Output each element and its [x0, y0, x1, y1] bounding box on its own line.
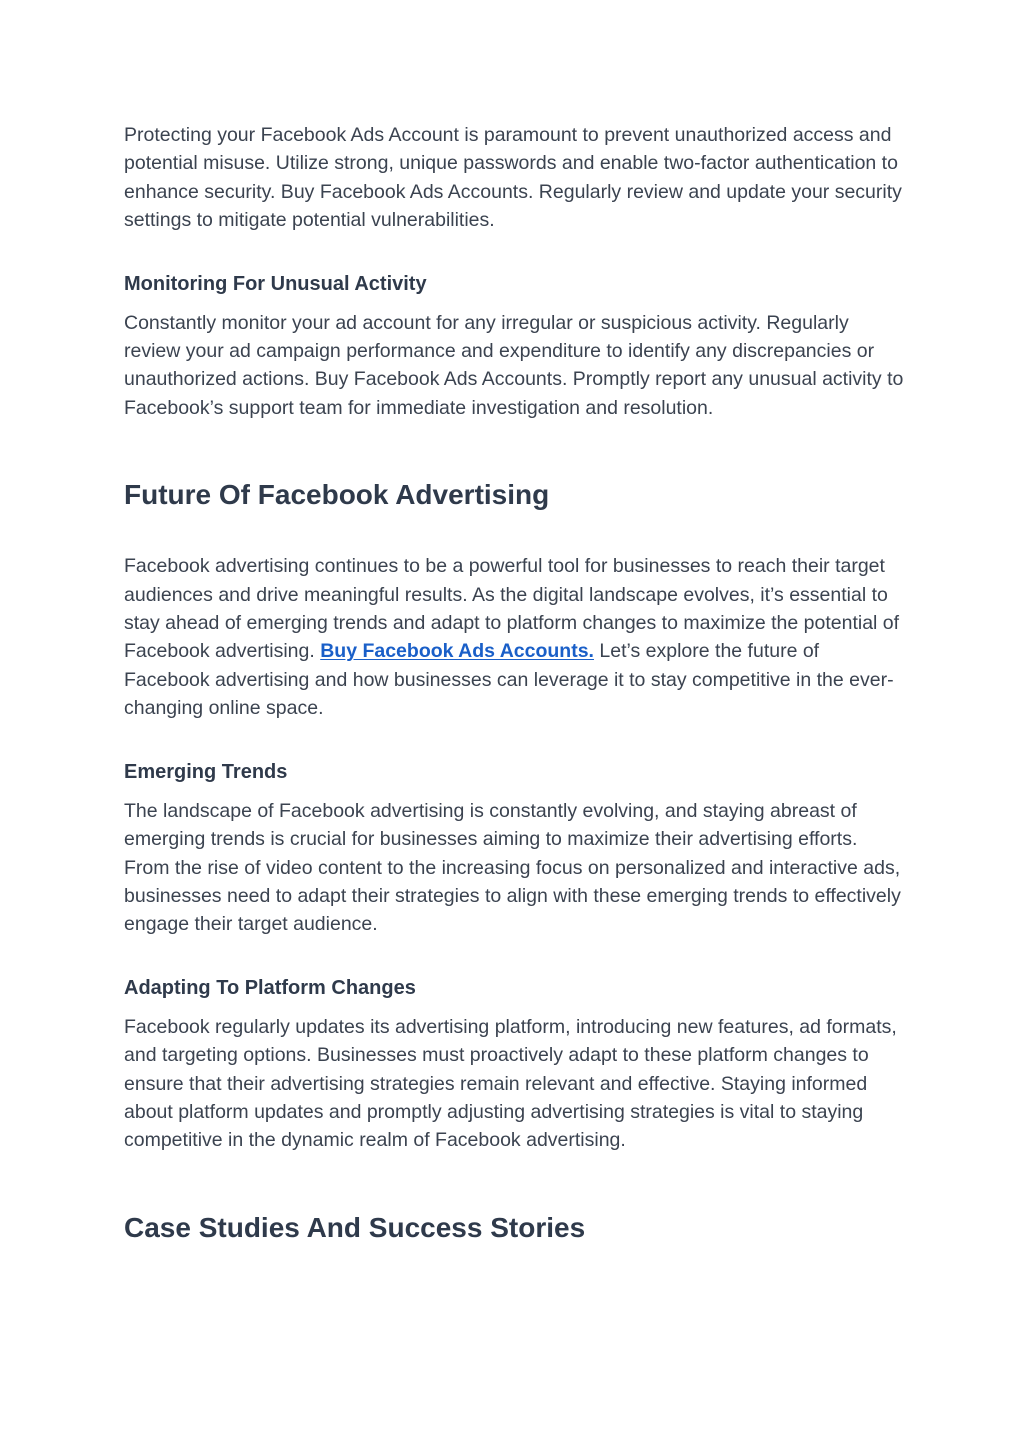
future-paragraph-text-before-link: Facebook advertising continues to be a powerful tool for businesses to reach their target audiences and drive meaningful results. As the digital landscape evolves, it’s essential to stay ahead of emerging trends and adapt to platform changes to maximize the potential of Facebook advertising.	[124, 555, 900, 663]
buy-facebook-ads-accounts-link[interactable]: Buy Facebook Ads Accounts.	[320, 640, 594, 663]
emerging-trends-heading: Emerging Trends	[124, 760, 288, 783]
future-paragraph-text-after-link: Let’s explore the future of Facebook advertising and how businesses can leverage it to stay competitive in the ever-changing online space.	[124, 640, 894, 720]
adapting-heading: Adapting To Platform Changes	[124, 976, 416, 999]
monitoring-paragraph: Constantly monitor your ad account for any irregular or suspicious activity. Regularly review your ad campaign performance and expenditure to identify any discrepancies or unauthorized actions. Buy Facebook Ads Accounts. Promptly report any unusual activity to Facebook’s support team for immediate investigation and resolution.	[124, 311, 904, 419]
case-studies-heading: Case Studies And Success Stories	[124, 1211, 586, 1243]
adapting-paragraph: Facebook regularly updates its advertising platform, introducing new features, ad formats, and targeting options. Businesses must proactively adapt to these platform changes to ensure that their advertising strategies remain relevant and effective. Staying informed about platform updates and promptly adjusting advertising strategies is vital to staying competitive in the dynamic realm of Facebook advertising.	[124, 1015, 897, 1152]
security-paragraph: Protecting your Facebook Ads Account is paramount to prevent unauthorized access and potential misuse. Utilize strong, unique passwords and enable two-factor authentication to enhance security. Buy Facebook Ads Accounts. Regularly review and update your security settings to mitigate potential vulnerabilities.	[124, 124, 902, 232]
monitoring-heading: Monitoring For Unusual Activity	[124, 272, 427, 295]
emerging-trends-paragraph: The landscape of Facebook advertising is constantly evolving, and staying abreast of emerging trends is crucial for businesses aiming to maximize their advertising efforts. From the rise of video content to the increasing focus on personalized and interactive ads, businesses need to adapt their strategies to align with these emerging trends to effectively engage their target audience.	[124, 799, 901, 936]
future-paragraph	[124, 552, 904, 722]
future-heading: Future Of Facebook Advertising	[124, 479, 550, 511]
